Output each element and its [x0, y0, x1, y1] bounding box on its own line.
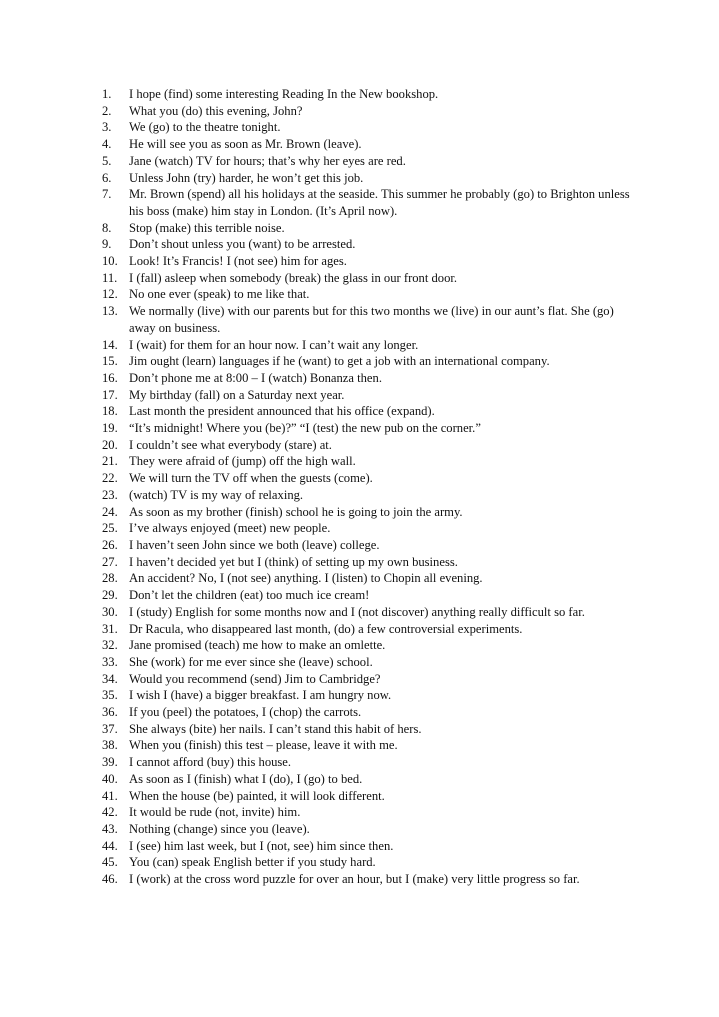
list-item [102, 687, 642, 704]
item-number: 21. [102, 454, 118, 469]
item-text: I cannot afford (buy) this house. [129, 755, 292, 770]
list-item [102, 754, 642, 771]
item-text: Don’t let the children (eat) too much ice cream! [129, 588, 370, 603]
item-text: We will turn the TV off when the guests (come). [129, 471, 373, 486]
item-number: 5. [102, 153, 112, 168]
item-number: 45. [102, 855, 118, 870]
item-text: Dr Racula, who disappeared last month, (do) a few controversial experiments. [129, 621, 523, 636]
list-item [102, 270, 642, 287]
item-number: 19. [102, 421, 118, 436]
list-item [102, 220, 642, 237]
item-text: “It’s midnight! Where you (be)?” “I (test) the new pub on the corner.” [129, 421, 481, 436]
list-item [102, 537, 642, 554]
item-number: 12. [102, 287, 118, 302]
item-text: I’ve always enjoyed (meet) new people. [129, 521, 331, 536]
list-item [102, 737, 642, 754]
item-number: 6. [102, 170, 112, 185]
item-number: 2. [102, 103, 112, 118]
item-number: 40. [102, 771, 118, 786]
list-item [102, 504, 642, 521]
item-text: Stop (make) this terrible noise. [129, 220, 285, 235]
item-text: They were afraid of (jump) off the high wall. [129, 454, 356, 469]
item-text: I (study) English for some months now and I (not discover) anything really difficult so far. [129, 604, 585, 619]
item-number: 41. [102, 788, 118, 803]
item-text: I hope (find) some interesting Reading In the New bookshop. [129, 87, 439, 101]
list-item [102, 453, 642, 470]
list-item [102, 170, 642, 187]
list-item [102, 353, 642, 370]
list-item [102, 470, 642, 487]
item-text: Nothing (change) since you (leave). [129, 821, 310, 836]
item-number: 20. [102, 437, 118, 452]
item-number: 29. [102, 588, 118, 603]
item-number: 28. [102, 571, 118, 586]
list-item [102, 604, 642, 621]
item-number: 3. [102, 120, 112, 135]
item-number: 25. [102, 521, 118, 536]
item-text: If you (peel) the potatoes, I (chop) the carrots. [129, 705, 362, 720]
list-item [102, 804, 642, 821]
item-text: Don’t shout unless you (want) to be arrested. [129, 237, 356, 252]
item-text: We normally (live) with our parents but for this two months we (live) in our aunt’s flat. She (go) away on business. [129, 304, 614, 335]
list-item [102, 854, 642, 871]
item-number: 39. [102, 755, 118, 770]
item-text: It would be rude (not, invite) him. [129, 805, 301, 820]
item-number: 27. [102, 554, 118, 569]
item-text: You (can) speak English better if you study hard. [129, 855, 376, 870]
item-text: Jane (watch) TV for hours; that’s why her eyes are red. [129, 153, 406, 168]
item-number: 38. [102, 738, 118, 753]
list-item [102, 570, 642, 587]
list-item [102, 286, 642, 303]
list-item [102, 153, 642, 170]
list-item [102, 387, 642, 404]
item-text: My birthday (fall) on a Saturday next year. [129, 387, 345, 402]
item-number: 44. [102, 838, 118, 853]
item-number: 23. [102, 487, 118, 502]
item-text: We (go) to the theatre tonight. [129, 120, 281, 135]
item-number: 7. [102, 187, 112, 202]
item-text: I (work) at the cross word puzzle for over an hour, but I (make) very little progress so far. [129, 872, 580, 887]
item-number: 42. [102, 805, 118, 820]
list-item [102, 637, 642, 654]
item-number: 13. [102, 304, 118, 319]
list-item [102, 337, 642, 354]
list-item [102, 788, 642, 805]
item-number: 43. [102, 821, 118, 836]
list-item [102, 771, 642, 788]
list-item [102, 487, 642, 504]
list-item [102, 403, 642, 420]
item-number: 16. [102, 370, 118, 385]
item-number: 8. [102, 220, 112, 235]
item-text: I couldn’t see what everybody (stare) at. [129, 437, 332, 452]
item-text: I (fall) asleep when somebody (break) the glass in our front door. [129, 270, 458, 285]
list-item [102, 437, 642, 454]
item-number: 22. [102, 471, 118, 486]
item-text: I haven’t seen John since we both (leave) college. [129, 537, 380, 552]
list-item [102, 671, 642, 688]
item-number: 26. [102, 537, 118, 552]
exercise-list [102, 86, 642, 888]
item-text: Jim ought (learn) languages if he (want) to get a job with an international company. [129, 354, 550, 369]
item-number: 1. [102, 87, 112, 101]
item-text: Would you recommend (send) Jim to Cambridge? [129, 671, 381, 686]
list-item [102, 721, 642, 738]
list-item [102, 587, 642, 604]
item-number: 17. [102, 387, 118, 402]
item-text: Look! It’s Francis! I (not see) him for ages. [129, 254, 347, 269]
item-text: I (see) him last week, but I (not, see) him since then. [129, 838, 394, 853]
list-item [102, 303, 642, 336]
list-item [102, 86, 642, 103]
item-number: 11. [102, 270, 118, 285]
item-text: As soon as my brother (finish) school he is going to join the army. [129, 504, 463, 519]
item-text: Don’t phone me at 8:00 – I (watch) Bonanza then. [129, 370, 382, 385]
item-text: I (wait) for them for an hour now. I can’t wait any longer. [129, 337, 419, 352]
item-text: When you (finish) this test – please, leave it with me. [129, 738, 398, 753]
list-item [102, 370, 642, 387]
item-text: No one ever (speak) to me like that. [129, 287, 310, 302]
list-item [102, 236, 642, 253]
item-text: Unless John (try) harder, he won’t get this job. [129, 170, 364, 185]
item-number: 33. [102, 654, 118, 669]
item-number: 4. [102, 137, 112, 152]
item-number: 32. [102, 638, 118, 653]
item-text: When the house (be) painted, it will look different. [129, 788, 385, 803]
item-number: 36. [102, 705, 118, 720]
list-item [102, 136, 642, 153]
item-number: 14. [102, 337, 118, 352]
item-text: As soon as I (finish) what I (do), I (go) to bed. [129, 771, 363, 786]
list-item [102, 838, 642, 855]
list-item [102, 103, 642, 120]
item-text: Last month the president announced that his office (expand). [129, 404, 435, 419]
list-item [102, 420, 642, 437]
list-item [102, 186, 642, 219]
item-text: I wish I (have) a bigger breakfast. I am hungry now. [129, 688, 392, 703]
item-number: 9. [102, 237, 112, 252]
item-text: I haven’t decided yet but I (think) of setting up my own business. [129, 554, 458, 569]
item-text: (watch) TV is my way of relaxing. [129, 487, 304, 502]
item-number: 35. [102, 688, 118, 703]
item-number: 24. [102, 504, 118, 519]
list-item [102, 520, 642, 537]
item-number: 30. [102, 604, 118, 619]
item-text: An accident? No, I (not see) anything. I (listen) to Chopin all evening. [129, 571, 483, 586]
list-item [102, 654, 642, 671]
list-item [102, 253, 642, 270]
item-number: 37. [102, 721, 118, 736]
item-text: Mr. Brown (spend) all his holidays at the seaside. This summer he probably (go) to Brighton unless his boss (make) him stay in London. (It’s April now). [129, 187, 630, 218]
item-text: Jane promised (teach) me how to make an omlette. [129, 638, 386, 653]
item-number: 34. [102, 671, 118, 686]
item-text: What you (do) this evening, John? [129, 103, 303, 118]
item-number: 18. [102, 404, 118, 419]
list-item [102, 871, 642, 888]
item-text: She (work) for me ever since she (leave) school. [129, 654, 373, 669]
list-item [102, 821, 642, 838]
item-text: He will see you as soon as Mr. Brown (leave). [129, 137, 362, 152]
item-number: 46. [102, 872, 118, 887]
item-number: 10. [102, 254, 118, 269]
list-item [102, 704, 642, 721]
list-item [102, 621, 642, 638]
list-item [102, 119, 642, 136]
item-number: 15. [102, 354, 118, 369]
list-item [102, 554, 642, 571]
item-text: She always (bite) her nails. I can’t stand this habit of hers. [129, 721, 422, 736]
item-number: 31. [102, 621, 118, 636]
